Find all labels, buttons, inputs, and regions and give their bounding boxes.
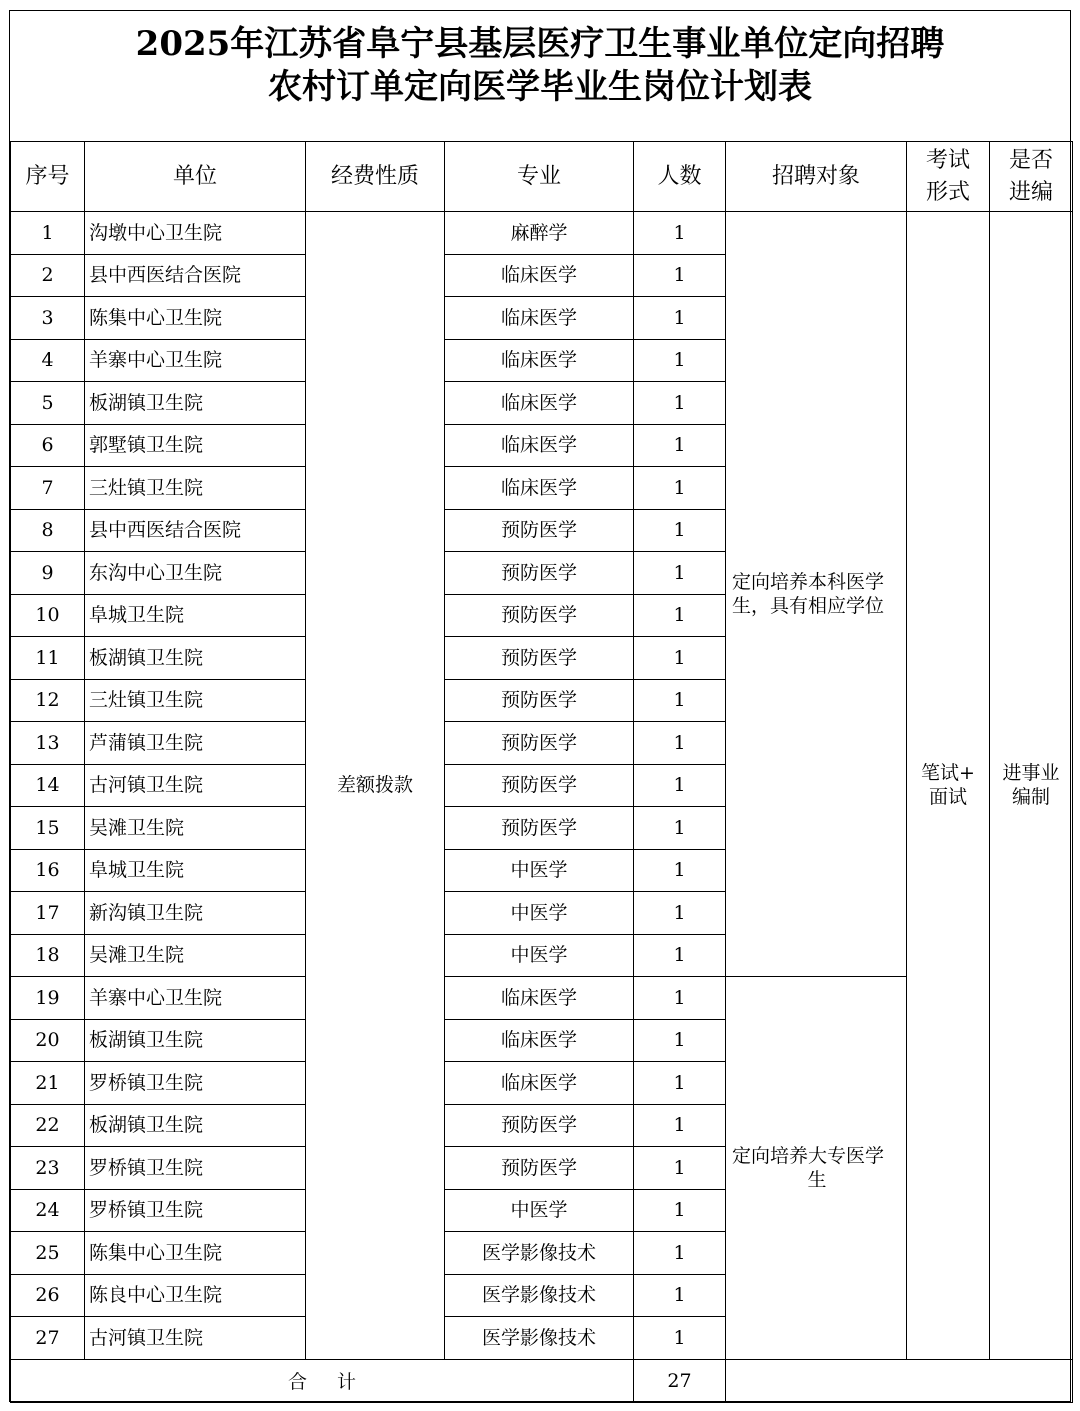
row-unit: 罗桥镇卫生院: [85, 1189, 306, 1232]
total-count: 27: [634, 1359, 726, 1402]
table-row: [11, 212, 1073, 255]
staffing-line-1: 进事业: [1002, 762, 1060, 785]
header-unit: 单位: [85, 142, 306, 212]
row-seq: 22: [11, 1104, 85, 1147]
row-count: 1: [634, 382, 726, 425]
row-count: 1: [634, 807, 726, 850]
row-major: 中医学: [445, 1189, 634, 1232]
row-major: 预防医学: [445, 509, 634, 552]
row-major: 预防医学: [445, 764, 634, 807]
row-count: 1: [634, 1317, 726, 1360]
header-funding: 经费性质: [306, 142, 445, 212]
row-count: 1: [634, 1232, 726, 1275]
header-major: 专业: [445, 142, 634, 212]
row-count: 1: [634, 339, 726, 382]
row-unit: 东沟中心卫生院: [85, 552, 306, 595]
row-count: 1: [634, 424, 726, 467]
row-seq: 2: [11, 254, 85, 297]
row-seq: 3: [11, 297, 85, 340]
row-unit: 罗桥镇卫生院: [85, 1147, 306, 1190]
row-unit: 沟墩中心卫生院: [85, 212, 306, 255]
document-page: [9, 10, 1071, 1402]
row-major: 临床医学: [445, 977, 634, 1020]
total-row: [11, 1359, 1073, 1402]
header-staffing-line-2: 进编: [1008, 179, 1053, 205]
header-exam: [907, 142, 990, 212]
row-seq: 25: [11, 1232, 85, 1275]
target-undergraduate-cell: [726, 212, 907, 977]
row-major: 临床医学: [445, 1062, 634, 1105]
total-label: 合计: [11, 1359, 634, 1402]
row-count: 1: [634, 1019, 726, 1062]
funding-type-cell: 差额拨款: [306, 212, 445, 1360]
row-seq: 27: [11, 1317, 85, 1360]
table-body: [11, 212, 1073, 1360]
row-seq: 7: [11, 467, 85, 510]
row-count: 1: [634, 764, 726, 807]
row-major: 医学影像技术: [445, 1274, 634, 1317]
row-count: 1: [634, 1062, 726, 1105]
row-count: 1: [634, 1189, 726, 1232]
row-seq: 16: [11, 849, 85, 892]
row-count: 1: [634, 297, 726, 340]
row-unit: 罗桥镇卫生院: [85, 1062, 306, 1105]
row-major: 预防医学: [445, 637, 634, 680]
row-count: 1: [634, 722, 726, 765]
row-unit: 板湖镇卫生院: [85, 1019, 306, 1062]
row-seq: 17: [11, 892, 85, 935]
row-count: 1: [634, 1104, 726, 1147]
header-target: 招聘对象: [726, 142, 907, 212]
row-count: 1: [634, 552, 726, 595]
row-major: 临床医学: [445, 1019, 634, 1062]
row-seq: 4: [11, 339, 85, 382]
row-count: 1: [634, 679, 726, 722]
row-unit: 板湖镇卫生院: [85, 1104, 306, 1147]
row-seq: 21: [11, 1062, 85, 1105]
staffing-line-2: 编制: [1011, 786, 1050, 809]
header-seq: 序号: [11, 142, 85, 212]
row-count: 1: [634, 1274, 726, 1317]
header-exam-line-1: 考试: [925, 147, 970, 173]
row-count: 1: [634, 212, 726, 255]
total-empty-cell: [726, 1359, 1073, 1402]
header-staffing-line-1: 是否: [1008, 147, 1053, 173]
row-count: 1: [634, 977, 726, 1020]
document-title: [10, 23, 1070, 109]
row-unit: 古河镇卫生院: [85, 764, 306, 807]
row-unit: 县中西医结合医院: [85, 254, 306, 297]
row-major: 预防医学: [445, 807, 634, 850]
row-unit: 陈良中心卫生院: [85, 1274, 306, 1317]
row-unit: 新沟镇卫生院: [85, 892, 306, 935]
row-seq: 9: [11, 552, 85, 595]
row-seq: 18: [11, 934, 85, 977]
row-unit: 郭墅镇卫生院: [85, 424, 306, 467]
row-seq: 19: [11, 977, 85, 1020]
header-count: 人数: [634, 142, 726, 212]
row-unit: 县中西医结合医院: [85, 509, 306, 552]
row-major: 预防医学: [445, 679, 634, 722]
row-count: 1: [634, 892, 726, 935]
row-unit: 陈集中心卫生院: [85, 297, 306, 340]
header-exam-line-2: 形式: [925, 179, 970, 205]
target-undergraduate-line-1: 定向培养本科医学: [732, 571, 885, 593]
exam-format-cell: [907, 212, 990, 1360]
row-unit: 羊寨中心卫生院: [85, 977, 306, 1020]
row-major: 中医学: [445, 892, 634, 935]
row-seq: 11: [11, 637, 85, 680]
row-major: 预防医学: [445, 552, 634, 595]
row-unit: 吴滩卫生院: [85, 934, 306, 977]
row-unit: 阜城卫生院: [85, 849, 306, 892]
row-seq: 14: [11, 764, 85, 807]
row-unit: 阜城卫生院: [85, 594, 306, 637]
row-unit: 三灶镇卫生院: [85, 467, 306, 510]
row-major: 临床医学: [445, 297, 634, 340]
row-major: 预防医学: [445, 722, 634, 765]
target-college-cell: [726, 977, 907, 1360]
row-major: 预防医学: [445, 594, 634, 637]
row-count: 1: [634, 467, 726, 510]
row-major: 临床医学: [445, 467, 634, 510]
exam-format-line-1: 笔试+: [921, 762, 975, 785]
row-unit: 板湖镇卫生院: [85, 382, 306, 425]
row-count: 1: [634, 509, 726, 552]
row-major: 预防医学: [445, 1104, 634, 1147]
row-major: 临床医学: [445, 254, 634, 297]
row-seq: 12: [11, 679, 85, 722]
row-seq: 6: [11, 424, 85, 467]
row-count: 1: [634, 934, 726, 977]
row-seq: 20: [11, 1019, 85, 1062]
row-seq: 5: [11, 382, 85, 425]
row-unit: 陈集中心卫生院: [85, 1232, 306, 1275]
row-count: 1: [634, 1147, 726, 1190]
exam-format-line-2: 面试: [928, 786, 967, 809]
row-unit: 古河镇卫生院: [85, 1317, 306, 1360]
row-count: 1: [634, 254, 726, 297]
row-seq: 15: [11, 807, 85, 850]
target-undergraduate-line-2: 生，具有相应学位: [732, 595, 885, 617]
row-seq: 26: [11, 1274, 85, 1317]
row-major: 中医学: [445, 849, 634, 892]
target-college-line-1: 定向培养大专医学: [732, 1144, 885, 1167]
row-seq: 23: [11, 1147, 85, 1190]
header-staffing: [990, 142, 1073, 212]
row-count: 1: [634, 849, 726, 892]
target-college-line-2: 生: [807, 1168, 827, 1191]
row-unit: 羊寨中心卫生院: [85, 339, 306, 382]
row-major: 临床医学: [445, 382, 634, 425]
row-seq: 8: [11, 509, 85, 552]
row-major: 医学影像技术: [445, 1232, 634, 1275]
title-line-1: 2025年江苏省阜宁县基层医疗卫生事业单位定向招聘: [135, 24, 945, 64]
row-unit: 三灶镇卫生院: [85, 679, 306, 722]
row-major: 医学影像技术: [445, 1317, 634, 1360]
row-count: 1: [634, 594, 726, 637]
row-major: 预防医学: [445, 1147, 634, 1190]
title-line-2: 农村订单定向医学毕业生岗位计划表: [268, 67, 812, 107]
header-row: [11, 142, 1073, 212]
recruitment-plan-table: [10, 141, 1073, 1403]
row-major: 临床医学: [445, 424, 634, 467]
row-seq: 10: [11, 594, 85, 637]
row-unit: 吴滩卫生院: [85, 807, 306, 850]
row-seq: 1: [11, 212, 85, 255]
row-major: 中医学: [445, 934, 634, 977]
row-major: 临床医学: [445, 339, 634, 382]
row-seq: 24: [11, 1189, 85, 1232]
row-major: 麻醉学: [445, 212, 634, 255]
row-unit: 芦蒲镇卫生院: [85, 722, 306, 765]
row-seq: 13: [11, 722, 85, 765]
staffing-cell: [990, 212, 1073, 1360]
row-count: 1: [634, 637, 726, 680]
row-unit: 板湖镇卫生院: [85, 637, 306, 680]
